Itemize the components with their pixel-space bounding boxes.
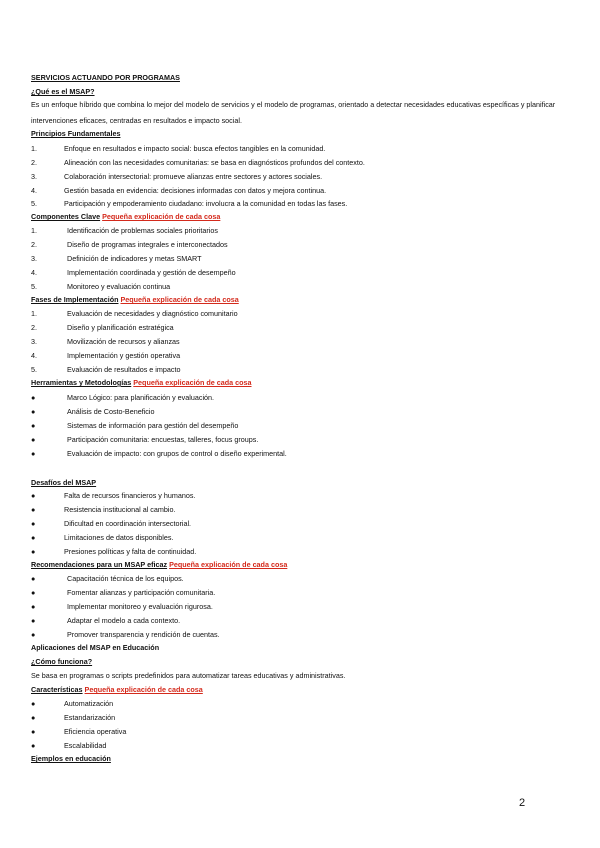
list-item: ● Fomentar alianzas y participación comunitaria. <box>31 588 216 597</box>
bullet-icon: ● <box>31 519 36 528</box>
list-item: 5. Evaluación de resultados e impacto <box>31 365 181 374</box>
list-item: ● Capacitación técnica de los equipos. <box>31 574 184 583</box>
list-item: 4. Implementación coordinada y gestión de desempeño <box>31 268 236 277</box>
componentes-heading-line <box>31 212 581 222</box>
ejemplos-heading: Ejemplos en educación <box>31 754 111 763</box>
principios-heading: Principios Fundamentales <box>31 129 121 138</box>
list-item: ● Dificultad en coordinación intersectorial. <box>31 519 192 528</box>
list-item: 4. Implementación y gestión operativa <box>31 351 181 360</box>
list-item: 1. Evaluación de necesidades y diagnóstico comunitario <box>31 309 238 318</box>
bullet-icon: ● <box>31 574 36 583</box>
page-number: 2 <box>519 797 526 809</box>
herramientas-heading-line <box>31 378 581 388</box>
aplicaciones-heading: Aplicaciones del MSAP en Educación <box>31 643 160 652</box>
bullet-icon: ● <box>31 393 36 402</box>
intro-paragraph: Es un enfoque híbrido que combina lo mejor del modelo de servicios y el modelo de programas, orientado a detectar necesidades educativas específicas y planificar intervenciones eficaces, centradas en resultados e impacto social. <box>31 100 556 125</box>
question-how-it-works: ¿Cómo funciona? <box>31 657 93 666</box>
bullet-icon: ● <box>31 421 36 430</box>
question-what-is-msap: ¿Qué es el MSAP? <box>31 87 95 96</box>
bullet-icon: ● <box>31 727 36 736</box>
caracteristicas-heading: Características <box>31 685 83 694</box>
list-item: ● Automatización <box>31 699 114 708</box>
red-note: Pequeña explicación de cada cosa <box>102 212 221 221</box>
fases-heading: Fases de Implementación <box>31 295 119 304</box>
list-item: ● Análisis de Costo-Beneficio <box>31 407 155 416</box>
bullet-icon: ● <box>31 435 36 444</box>
bullet-icon: ● <box>31 741 36 750</box>
recomendaciones-heading: Recomendaciones para un MSAP eficaz <box>31 560 168 569</box>
list-item: 3. Definición de indicadores y metas SMART <box>31 254 202 263</box>
list-item: ● Estandarización <box>31 713 116 722</box>
bullet-icon: ● <box>31 491 36 500</box>
bullet-icon: ● <box>31 602 36 611</box>
red-note: Pequeña explicación de cada cosa <box>120 295 239 304</box>
bullet-icon: ● <box>31 616 36 625</box>
caracteristicas-heading-line <box>31 685 581 695</box>
bullet-icon: ● <box>31 547 36 556</box>
list-item: ● Sistemas de información para gestión del desempeño <box>31 421 239 430</box>
bullet-icon: ● <box>31 630 36 639</box>
list-item: ● Implementar monitoreo y evaluación rigurosa. <box>31 602 213 611</box>
list-item: ● Falta de recursos financieros y humanos. <box>31 491 196 500</box>
bullet-icon: ● <box>31 713 36 722</box>
bullet-icon: ● <box>31 699 36 708</box>
list-item: ● Marco Lógico: para planificación y evaluación. <box>31 393 215 402</box>
herramientas-heading: Herramientas y Metodologías <box>31 378 132 387</box>
fases-heading-line <box>31 295 581 305</box>
list-item: 4. Gestión basada en evidencia: decisiones informadas con datos y mejora continua. <box>31 186 327 195</box>
list-item: ● Participación comunitaria: encuestas, talleres, focus groups. <box>31 435 259 444</box>
list-item: 1. Enfoque en resultados e impacto social: busca efectos tangibles en la comunidad. <box>31 144 326 153</box>
list-item: 1. Identificación de problemas sociales prioritarios <box>31 226 219 235</box>
list-item: ● Evaluación de impacto: con grupos de control o diseño experimental. <box>31 449 287 458</box>
red-note: Pequeña explicación de cada cosa <box>84 685 203 694</box>
bullet-icon: ● <box>31 533 36 542</box>
list-item: 5. Participación y empoderamiento ciudadano: involucra a la comunidad en todas las fases. <box>31 199 348 208</box>
componentes-heading: Componentes Clave <box>31 212 101 221</box>
bullet-icon: ● <box>31 505 36 514</box>
list-item: ● Escalabilidad <box>31 741 107 750</box>
red-note: Pequeña explicación de cada cosa <box>133 378 252 387</box>
list-item: ● Presiones políticas y falta de continuidad. <box>31 547 197 556</box>
list-item: 5. Monitoreo y evaluación continua <box>31 282 171 291</box>
list-item: ● Eficiencia operativa <box>31 727 127 736</box>
bullet-icon: ● <box>31 407 36 416</box>
list-item: ● Limitaciones de datos disponibles. <box>31 533 174 542</box>
list-item: 2. Diseño y planificación estratégica <box>31 323 174 332</box>
list-item: 3. Movilización de recursos y alianzas <box>31 337 180 346</box>
list-item: 3. Colaboración intersectorial: promueve alianzas entre sectores y actores sociales. <box>31 172 323 181</box>
list-item: ● Resistencia institucional al cambio. <box>31 505 176 514</box>
bullet-icon: ● <box>31 588 36 597</box>
list-item: 2. Alineación con las necesidades comunitarias: se basa en diagnósticos profundos del contexto. <box>31 158 365 167</box>
red-note: Pequeña explicación de cada cosa <box>169 560 288 569</box>
list-item: ● Promover transparencia y rendición de cuentas. <box>31 630 220 639</box>
list-item: 2. Diseño de programas integrales e interconectados <box>31 240 228 249</box>
bullet-icon: ● <box>31 449 36 458</box>
document-title: SERVICIOS ACTUANDO POR PROGRAMAS <box>31 73 180 82</box>
desafios-heading: Desafíos del MSAP <box>31 478 97 487</box>
recomendaciones-heading-line <box>31 560 581 570</box>
list-item: ● Adaptar el modelo a cada contexto. <box>31 616 181 625</box>
funciona-paragraph: Se basa en programas o scripts predefinidos para automatizar tareas educativas y administrativas. <box>31 671 346 680</box>
